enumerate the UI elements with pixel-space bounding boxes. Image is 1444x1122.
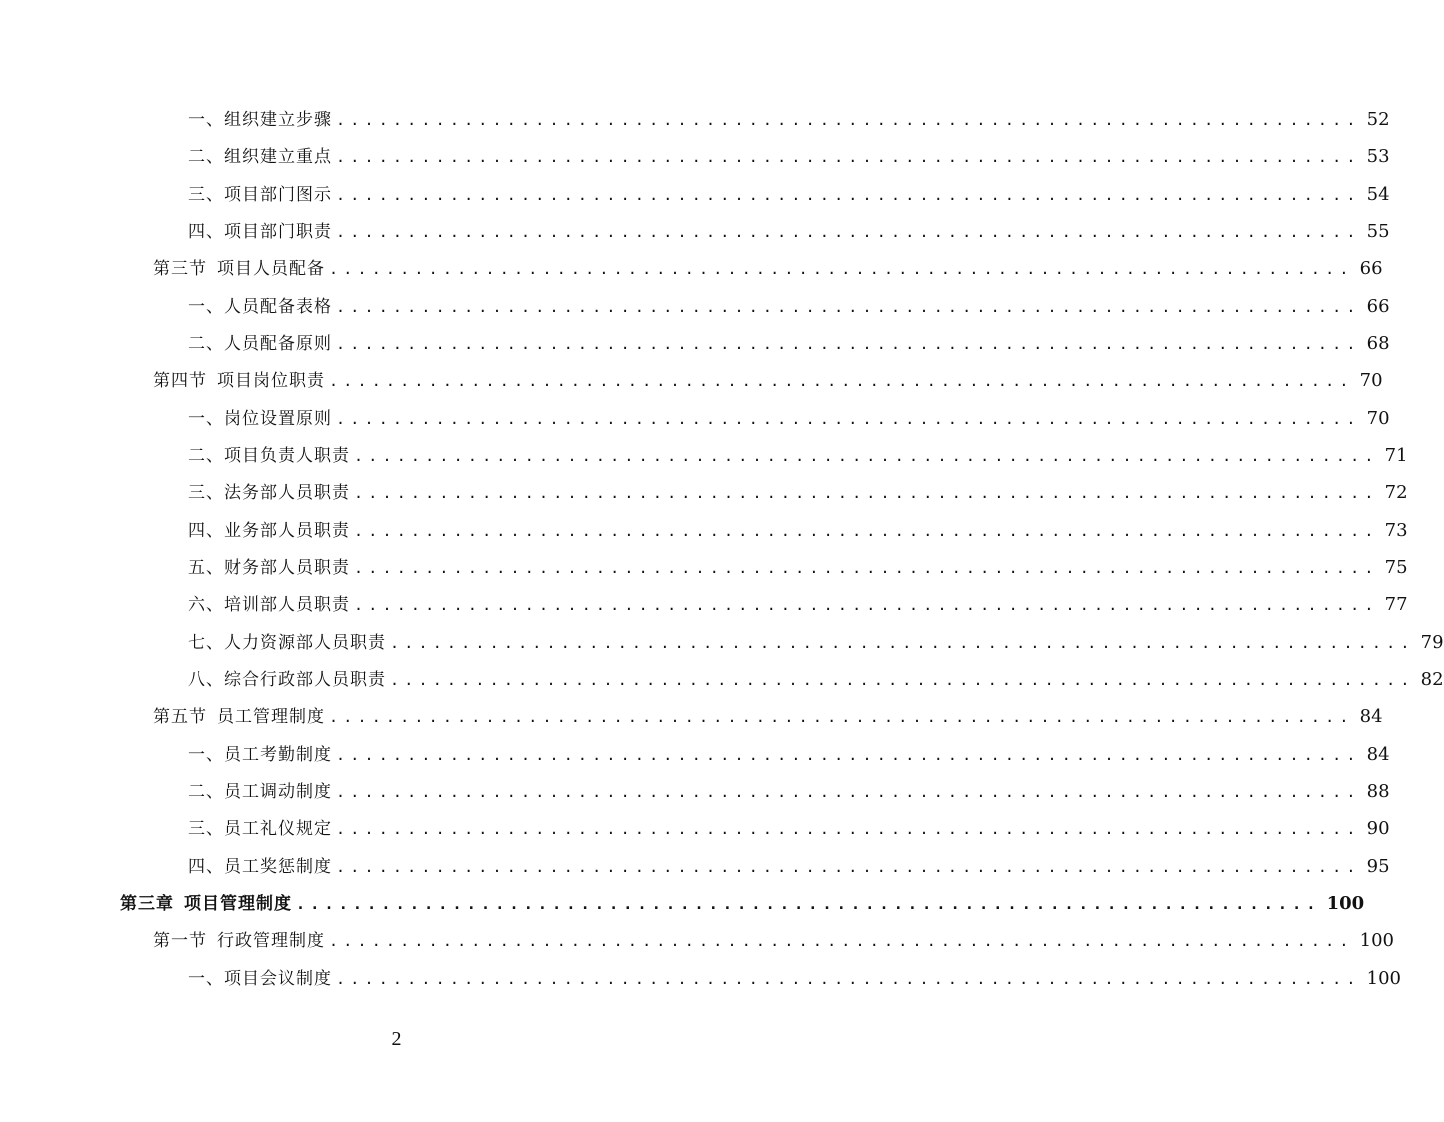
toc-entry-title: 人力资源部人员职责	[224, 633, 386, 653]
dot-leader: ........................................................................	[336, 746, 1361, 764]
toc-entry-label: 八、	[188, 670, 224, 690]
dot-leader: ........................................................................	[336, 148, 1361, 166]
toc-entry[interactable]	[188, 590, 1408, 620]
toc-entry-title: 行政管理制度	[217, 931, 325, 951]
dot-leader: ........................................................................	[329, 372, 1354, 390]
toc-entry-title: 项目部门职责	[224, 222, 332, 242]
dot-leader: ........................................................................	[336, 820, 1361, 838]
toc-entry[interactable]	[188, 852, 1390, 882]
toc-entry-title: 项目负责人职责	[224, 446, 350, 466]
dot-leader: ........................................................................	[354, 559, 1379, 577]
toc-entry[interactable]	[188, 292, 1390, 322]
dot-leader: ........................................................................	[336, 298, 1361, 316]
toc-entry[interactable]	[188, 329, 1390, 359]
toc-entry-label: 二、	[188, 446, 224, 466]
dot-leader: ........................................................................	[336, 335, 1361, 353]
toc-entry[interactable]	[153, 366, 1383, 396]
toc-entry-title: 员工管理制度	[217, 707, 325, 727]
toc-entry-label: 第一节	[153, 931, 207, 951]
toc-entry-label: 第五节	[153, 707, 207, 727]
toc-entry-title: 综合行政部人员职责	[224, 670, 386, 690]
toc-entry-title: 培训部人员职责	[224, 595, 350, 615]
toc-entry-page: 84	[1359, 706, 1383, 727]
toc-entry-page: 100	[1326, 893, 1365, 914]
dot-leader: ........................................................................	[390, 634, 1415, 652]
dot-leader: ........................................................................	[336, 186, 1361, 204]
dot-leader: ........................................................................	[354, 447, 1379, 465]
toc-entry[interactable]	[188, 217, 1390, 247]
toc-entry-page: 66	[1366, 296, 1390, 317]
toc-entry-page: 90	[1366, 818, 1390, 839]
toc-entry-title: 员工礼仪规定	[224, 819, 332, 839]
toc-entry-title: 项目部门图示	[224, 185, 332, 205]
page-number: 2	[391, 1028, 402, 1050]
dot-leader: ........................................................................	[336, 783, 1361, 801]
toc-entry-page: 95	[1366, 856, 1390, 877]
toc-entry-label: 六、	[188, 595, 224, 615]
toc-entry-label: 一、	[188, 297, 224, 317]
dot-leader: ........................................................................	[336, 858, 1361, 876]
toc-entry[interactable]	[188, 628, 1444, 658]
dot-leader: ........................................................................	[329, 708, 1354, 726]
toc-entry-label: 七、	[188, 633, 224, 653]
toc-entry-page: 77	[1384, 594, 1408, 615]
toc-entry-page: 66	[1359, 258, 1383, 279]
toc-entry-page: 70	[1359, 370, 1383, 391]
dot-leader: ........................................................................	[390, 671, 1415, 689]
toc-entry[interactable]	[188, 964, 1401, 994]
toc-entry-page: 84	[1366, 744, 1390, 765]
dot-leader: ........................................................................	[296, 895, 1321, 913]
toc-entry-chapter[interactable]	[120, 889, 1365, 919]
dot-leader: ........................................................................	[336, 410, 1361, 428]
toc-entry-page: 73	[1384, 520, 1408, 541]
toc-entry-title: 人员配备原则	[224, 334, 332, 354]
toc-entry-page: 52	[1366, 109, 1390, 130]
toc-entry-page: 53	[1366, 146, 1390, 167]
toc-entry-label: 第三章	[120, 894, 174, 914]
dot-leader: ........................................................................	[354, 484, 1379, 502]
toc-entry-page: 54	[1366, 184, 1390, 205]
toc-entry-label: 一、	[188, 745, 224, 765]
dot-leader: ........................................................................	[354, 596, 1379, 614]
toc-entry-label: 一、	[188, 110, 224, 130]
toc-entry-title: 业务部人员职责	[224, 521, 350, 541]
toc-entry-title: 项目人员配备	[217, 259, 325, 279]
toc-entry-label: 五、	[188, 558, 224, 578]
toc-entry-label: 四、	[188, 857, 224, 877]
toc-entry-title: 员工调动制度	[224, 782, 332, 802]
toc-entry-title: 财务部人员职责	[224, 558, 350, 578]
dot-leader: ........................................................................	[329, 260, 1354, 278]
dot-leader: ........................................................................	[354, 522, 1379, 540]
dot-leader: ........................................................................	[336, 111, 1361, 129]
toc-entry[interactable]	[188, 441, 1408, 471]
toc-entry[interactable]	[188, 665, 1444, 695]
toc-entry-label: 一、	[188, 969, 224, 989]
toc-entry-page: 70	[1366, 408, 1390, 429]
toc-entry-page: 68	[1366, 333, 1390, 354]
toc-entry[interactable]	[188, 478, 1408, 508]
toc-entry-page: 75	[1384, 557, 1408, 578]
toc-entry-title: 法务部人员职责	[224, 483, 350, 503]
toc-entry-label: 三、	[188, 819, 224, 839]
toc-entry[interactable]	[153, 254, 1383, 284]
toc-entry[interactable]	[188, 105, 1390, 135]
toc-entry-page: 79	[1420, 632, 1444, 653]
toc-entry-label: 四、	[188, 222, 224, 242]
toc-entry-label: 三、	[188, 185, 224, 205]
toc-entry-label: 三、	[188, 483, 224, 503]
toc-entry-page: 100	[1359, 930, 1394, 951]
dot-leader: ........................................................................	[336, 970, 1361, 988]
toc-entry-label: 二、	[188, 334, 224, 354]
toc-entry-page: 88	[1366, 781, 1390, 802]
toc-entry-label: 四、	[188, 521, 224, 541]
toc-entry-title: 项目会议制度	[224, 969, 332, 989]
toc-entry-title: 员工考勤制度	[224, 745, 332, 765]
dot-leader: ........................................................................	[329, 932, 1354, 950]
toc-entry[interactable]	[188, 516, 1408, 546]
toc-entry-page: 82	[1420, 669, 1444, 690]
toc-entry-page: 71	[1384, 445, 1408, 466]
toc-entry[interactable]	[188, 404, 1390, 434]
dot-leader: ........................................................................	[336, 223, 1361, 241]
toc-entry-title: 组织建立重点	[224, 147, 332, 167]
toc-entry[interactable]	[188, 740, 1390, 770]
toc-entry[interactable]	[188, 814, 1390, 844]
toc-entry-title: 员工奖惩制度	[224, 857, 332, 877]
toc-entry[interactable]	[153, 702, 1383, 732]
toc-entry[interactable]	[188, 142, 1390, 172]
toc-entry-title: 人员配备表格	[224, 297, 332, 317]
toc-entry-title: 项目管理制度	[184, 894, 292, 914]
toc-entry-page: 55	[1366, 221, 1390, 242]
toc-entry[interactable]	[188, 777, 1390, 807]
toc-entry-label: 第四节	[153, 371, 207, 391]
toc-entry-title: 岗位设置原则	[224, 409, 332, 429]
toc-entry[interactable]	[153, 926, 1394, 956]
toc-entry-label: 第三节	[153, 259, 207, 279]
toc-entry-page: 72	[1384, 482, 1408, 503]
toc-entry-title: 项目岗位职责	[217, 371, 325, 391]
toc-entry-label: 二、	[188, 147, 224, 167]
toc-entry-page: 100	[1366, 968, 1401, 989]
toc-entry-label: 二、	[188, 782, 224, 802]
toc-entry-label: 一、	[188, 409, 224, 429]
toc-entry[interactable]	[188, 180, 1390, 210]
toc-entry[interactable]	[188, 553, 1408, 583]
toc-entry-title: 组织建立步骤	[224, 110, 332, 130]
